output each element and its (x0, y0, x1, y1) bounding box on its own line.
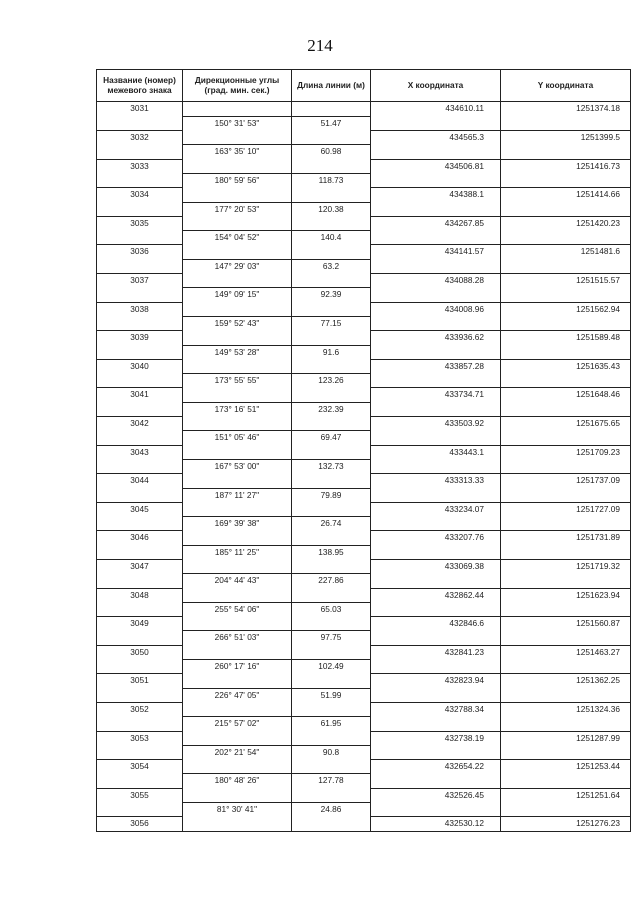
point-name: 3048 (97, 588, 183, 602)
point-y: 1251648.46 (501, 388, 631, 402)
point-x: 433313.33 (371, 474, 501, 488)
point-name: 3049 (97, 617, 183, 631)
point-x: 433503.92 (371, 417, 501, 431)
table-row (97, 674, 631, 688)
table-row (97, 302, 631, 316)
point-x: 432846.6 (371, 617, 501, 631)
point-y: 1251324.36 (501, 702, 631, 716)
table-row (97, 531, 631, 545)
point-y: 1251374.18 (501, 102, 631, 117)
point-name: 3034 (97, 188, 183, 202)
table-row (97, 731, 631, 745)
table-row (97, 760, 631, 774)
segment-angle: 169° 39' 38" (183, 517, 292, 531)
segment-angle: 173° 16' 51" (183, 402, 292, 416)
segment-angle: 149° 53' 28" (183, 345, 292, 359)
segment-length: 232.39 (292, 402, 371, 416)
point-y: 1251727.09 (501, 502, 631, 516)
point-y: 1251731.89 (501, 531, 631, 545)
point-x: 433857.28 (371, 359, 501, 373)
point-y: 1251560.87 (501, 617, 631, 631)
segment-angle: 149° 09' 15" (183, 288, 292, 302)
point-x: 433069.38 (371, 560, 501, 574)
point-name: 3054 (97, 760, 183, 774)
segment-length: 65.03 (292, 602, 371, 616)
segment-length: 138.95 (292, 545, 371, 559)
point-name: 3031 (97, 102, 183, 117)
table-row (97, 488, 631, 502)
table-row (97, 502, 631, 516)
table-row (97, 445, 631, 459)
header-length: Длина линии (м) (292, 70, 371, 102)
point-y: 1251276.23 (501, 817, 631, 832)
segment-length: 91.6 (292, 345, 371, 359)
table-row (97, 431, 631, 445)
table-row (97, 459, 631, 473)
segment-length: 132.73 (292, 459, 371, 473)
point-y: 1251515.57 (501, 274, 631, 288)
point-name: 3035 (97, 216, 183, 230)
point-y: 1251414.66 (501, 188, 631, 202)
point-x: 434388.1 (371, 188, 501, 202)
table-row (97, 288, 631, 302)
segment-length: 69.47 (292, 431, 371, 445)
point-y: 1251399.5 (501, 131, 631, 145)
point-x: 432823.94 (371, 674, 501, 688)
segment-angle: 187° 11' 27" (183, 488, 292, 502)
table-row (97, 645, 631, 659)
segment-angle: 215° 57' 02" (183, 717, 292, 731)
table-row (97, 774, 631, 788)
segment-angle: 202° 21' 54" (183, 745, 292, 759)
point-y: 1251481.6 (501, 245, 631, 259)
segment-length: 227.86 (292, 574, 371, 588)
point-x: 433234.07 (371, 502, 501, 516)
segment-length: 97.75 (292, 631, 371, 645)
point-x: 433207.76 (371, 531, 501, 545)
segment-length: 120.38 (292, 202, 371, 216)
point-name: 3053 (97, 731, 183, 745)
coordinates-table (96, 69, 631, 832)
segment-length: 60.98 (292, 145, 371, 159)
segment-length: 92.39 (292, 288, 371, 302)
point-name: 3042 (97, 417, 183, 431)
point-x: 434008.96 (371, 302, 501, 316)
table-row (97, 817, 631, 832)
segment-length: 140.4 (292, 231, 371, 245)
point-name: 3041 (97, 388, 183, 402)
segment-length: 51.47 (292, 116, 371, 130)
point-y: 1251737.09 (501, 474, 631, 488)
segment-angle: 154° 04' 52" (183, 231, 292, 245)
segment-angle: 177° 20' 53" (183, 202, 292, 216)
table-row (97, 702, 631, 716)
segment-angle: 185° 11' 25" (183, 545, 292, 559)
table-row (97, 417, 631, 431)
point-y: 1251253.44 (501, 760, 631, 774)
point-x: 432841.23 (371, 645, 501, 659)
point-x: 433443.1 (371, 445, 501, 459)
table-row (97, 359, 631, 373)
segment-length: 123.26 (292, 374, 371, 388)
point-y: 1251589.48 (501, 331, 631, 345)
point-x: 434141.57 (371, 245, 501, 259)
segment-angle: 147° 29' 03" (183, 259, 292, 273)
table-row (97, 245, 631, 259)
point-y: 1251362.25 (501, 674, 631, 688)
point-y: 1251420.23 (501, 216, 631, 230)
segment-angle: 163° 35' 10" (183, 145, 292, 159)
point-x: 434506.81 (371, 159, 501, 173)
segment-length: 102.49 (292, 660, 371, 674)
point-y: 1251416.73 (501, 159, 631, 173)
point-y: 1251251.64 (501, 788, 631, 802)
table-row (97, 560, 631, 574)
point-name: 3051 (97, 674, 183, 688)
table-row (97, 574, 631, 588)
point-name: 3040 (97, 359, 183, 373)
table-row (97, 188, 631, 202)
table-row (97, 803, 631, 817)
point-x: 434610.11 (371, 102, 501, 117)
header-angles: Дирекционные углы (град. мин. сек.) (183, 70, 292, 102)
table-row (97, 660, 631, 674)
table-row (97, 173, 631, 187)
table-row (97, 745, 631, 759)
segment-angle: 159° 52' 43" (183, 316, 292, 330)
table-row (97, 402, 631, 416)
table-row (97, 216, 631, 230)
segment-length: 79.89 (292, 488, 371, 502)
point-name: 3043 (97, 445, 183, 459)
table-row (97, 159, 631, 173)
segment-angle: 167° 53' 00" (183, 459, 292, 473)
table-row (97, 588, 631, 602)
header-x: X координата (371, 70, 501, 102)
table-row (97, 331, 631, 345)
point-name: 3036 (97, 245, 183, 259)
point-name: 3050 (97, 645, 183, 659)
point-x: 432788.34 (371, 702, 501, 716)
point-name: 3038 (97, 302, 183, 316)
segment-angle: 180° 59' 56" (183, 173, 292, 187)
segment-angle: 226° 47' 05" (183, 688, 292, 702)
point-x: 432862.44 (371, 588, 501, 602)
table-body (97, 102, 631, 832)
segment-angle: 180° 48' 26" (183, 774, 292, 788)
point-x: 434565.3 (371, 131, 501, 145)
table-row (97, 374, 631, 388)
point-name: 3055 (97, 788, 183, 802)
point-name: 3044 (97, 474, 183, 488)
segment-length: 24.86 (292, 803, 371, 817)
point-x: 432738.19 (371, 731, 501, 745)
table-row (97, 274, 631, 288)
segment-length: 90.8 (292, 745, 371, 759)
segment-angle: 81° 30' 41" (183, 803, 292, 817)
segment-angle: 260° 17' 16" (183, 660, 292, 674)
point-x: 432654.22 (371, 760, 501, 774)
table-row (97, 231, 631, 245)
point-name: 3033 (97, 159, 183, 173)
point-name: 3047 (97, 560, 183, 574)
segment-angle: 150° 31' 53" (183, 116, 292, 130)
table-row (97, 717, 631, 731)
point-x: 434088.28 (371, 274, 501, 288)
point-x: 433936.62 (371, 331, 501, 345)
segment-length: 118.73 (292, 173, 371, 187)
segment-length: 77.15 (292, 316, 371, 330)
table-row (97, 259, 631, 273)
table-row (97, 102, 631, 117)
point-name: 3056 (97, 817, 183, 832)
point-x: 434267.85 (371, 216, 501, 230)
point-y: 1251709.23 (501, 445, 631, 459)
table-row (97, 131, 631, 145)
segment-angle: 173° 55' 55" (183, 374, 292, 388)
table-row (97, 688, 631, 702)
header-y: Y координата (501, 70, 631, 102)
table-row (97, 388, 631, 402)
point-y: 1251719.32 (501, 560, 631, 574)
point-name: 3032 (97, 131, 183, 145)
table-header-row (97, 70, 631, 102)
table-row (97, 788, 631, 802)
segment-length: 127.78 (292, 774, 371, 788)
point-y: 1251562.94 (501, 302, 631, 316)
point-x: 432530.12 (371, 817, 501, 832)
header-name: Название (номер) межевого знака (97, 70, 183, 102)
segment-length: 51.99 (292, 688, 371, 702)
point-x: 433734.71 (371, 388, 501, 402)
page-number: 214 (307, 36, 333, 55)
point-name: 3039 (97, 331, 183, 345)
point-y: 1251635.43 (501, 359, 631, 373)
point-x: 432526.45 (371, 788, 501, 802)
segment-length: 63.2 (292, 259, 371, 273)
table-row (97, 345, 631, 359)
segment-angle: 266° 51' 03" (183, 631, 292, 645)
table-row (97, 517, 631, 531)
segment-angle: 204° 44' 43" (183, 574, 292, 588)
segment-length: 61.95 (292, 717, 371, 731)
point-y: 1251675.65 (501, 417, 631, 431)
point-name: 3046 (97, 531, 183, 545)
point-name: 3052 (97, 702, 183, 716)
point-y: 1251623.94 (501, 588, 631, 602)
table-row (97, 145, 631, 159)
table-row (97, 631, 631, 645)
table-row (97, 602, 631, 616)
table-row (97, 617, 631, 631)
table-row (97, 202, 631, 216)
table-row (97, 545, 631, 559)
table-row (97, 316, 631, 330)
segment-length: 26.74 (292, 517, 371, 531)
segment-angle: 151° 05' 46" (183, 431, 292, 445)
segment-angle: 255° 54' 06" (183, 602, 292, 616)
point-y: 1251463.27 (501, 645, 631, 659)
point-name: 3037 (97, 274, 183, 288)
point-y: 1251287.99 (501, 731, 631, 745)
table-row (97, 116, 631, 130)
table-row (97, 474, 631, 488)
point-name: 3045 (97, 502, 183, 516)
